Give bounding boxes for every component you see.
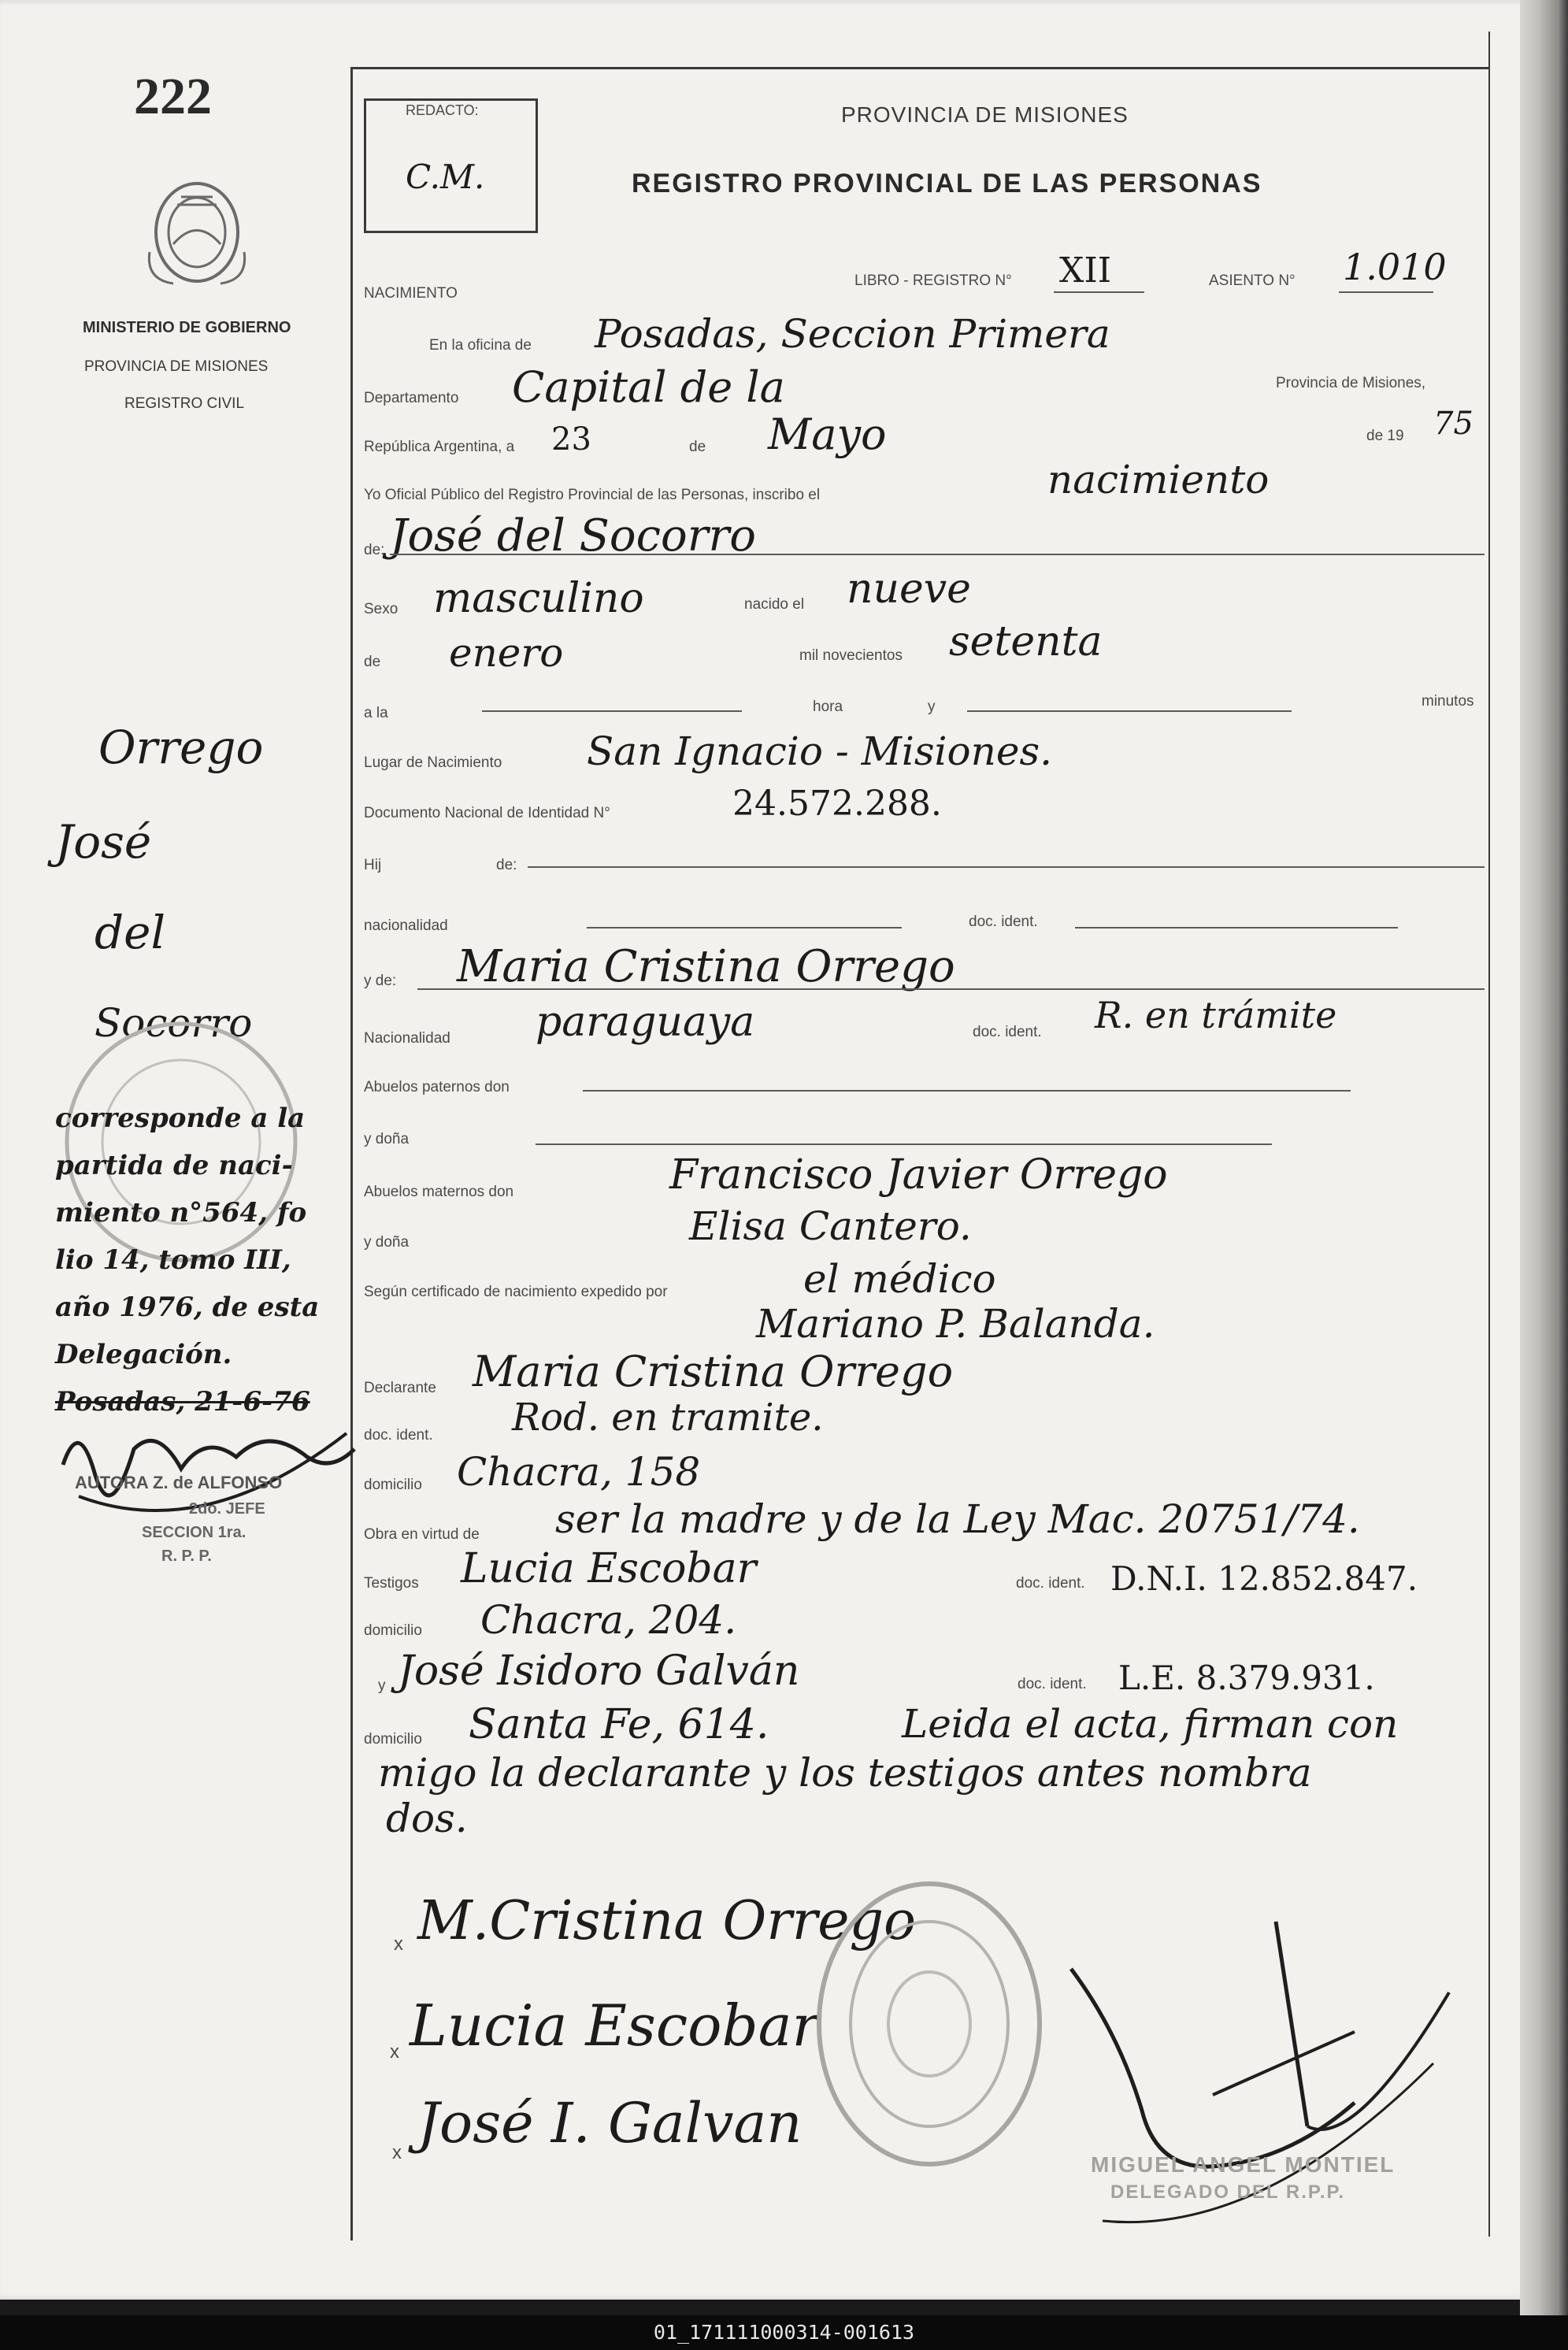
official-round-stamp	[811, 1874, 1047, 2174]
obra-label: Obra en virtud de	[364, 1526, 480, 1543]
certificado-2-value: Mariano P. Balanda.	[756, 1301, 1155, 1347]
lugar-value: San Ignacio - Misiones.	[587, 728, 1052, 774]
minutos-label: minutos	[1422, 693, 1474, 710]
lugar-label: Lugar de Nacimiento	[364, 754, 502, 771]
margin-note-line: lio 14, tomo III,	[55, 1244, 291, 1276]
domicilio3-label: domicilio	[364, 1731, 422, 1748]
docident1-label: doc. ident.	[969, 914, 1038, 930]
asiento-label: ASIENTO N°	[1209, 272, 1296, 289]
de-label: de	[689, 439, 706, 455]
testigo1-doc-value: D.N.I. 12.852.847.	[1110, 1559, 1418, 1598]
declarante-domicilio-value: Chacra, 158	[457, 1449, 701, 1495]
libro-line	[1054, 291, 1144, 293]
signature-marker: x	[390, 2041, 399, 2063]
anio-value: 75	[1433, 406, 1473, 442]
madre-doc-value: R. en trámite	[1095, 994, 1337, 1036]
official-stamp-title: DELEGADO DEL R.P.P.	[1110, 2181, 1346, 2203]
madre-label: y de:	[364, 973, 397, 989]
madre-nacionalidad-value: paraguaya	[536, 999, 755, 1046]
declarante-label: Declarante	[364, 1380, 436, 1396]
margin-stamp-line: SECCION 1ra.	[142, 1524, 247, 1541]
docident2-label: doc. ident.	[973, 1024, 1042, 1040]
sexo-label: Sexo	[364, 601, 398, 617]
margin-stamp-line: 2do. JEFE	[189, 1500, 265, 1518]
margin-note-block	[55, 1095, 358, 1425]
margin-name2: del	[95, 906, 166, 959]
abuelos-mat-label: Abuelos maternos don	[364, 1184, 514, 1200]
hora-label: hora	[813, 699, 843, 715]
signature-marker: x	[392, 2142, 402, 2163]
nombre-value: José del Socorro	[390, 510, 756, 562]
madre-line	[417, 988, 1485, 990]
lectura-2-value: migo la declarante y los testigos antes nombra	[378, 1750, 1312, 1796]
scan-footer-id: 01_171111000314-001613	[0, 2315, 1568, 2350]
novecientos-label: mil novecientos	[799, 647, 903, 664]
certificado-label: Según certificado de nacimiento expedido por	[364, 1284, 668, 1300]
margin-note-line: año 1976, de esta	[55, 1292, 320, 1323]
record-type: NACIMIENTO	[364, 285, 458, 302]
hijo-label: Hij	[364, 857, 382, 873]
lectura-1-value: Leida el acta, firman con	[902, 1701, 1399, 1747]
departamento-label: Departamento	[364, 390, 459, 406]
official-stamp-name: MIGUEL ANGEL MONTIEL	[1091, 2152, 1396, 2177]
redacto-label: REDACTO:	[406, 102, 479, 118]
madre-value: Maria Cristina Orrego	[457, 941, 955, 992]
margin-stamp-line: R. P. P.	[161, 1548, 212, 1565]
testigo2-domicilio-value: Santa Fe, 614.	[469, 1701, 769, 1748]
asiento-value: 1.010	[1343, 246, 1447, 288]
redacto-value: C.M.	[406, 158, 485, 196]
testigo1-value: Lucia Escobar	[461, 1545, 757, 1592]
nacionalidad2-label: Nacionalidad	[364, 1030, 450, 1047]
signature-3: José I. Galvan	[417, 2091, 803, 2155]
nacionalidad1-line	[587, 927, 902, 929]
abuela-materna-value: Elisa Cantero.	[689, 1203, 972, 1249]
anio-label: de 19	[1366, 428, 1404, 444]
folio-number: 222	[134, 68, 212, 125]
acto-value: nacimiento	[1047, 457, 1270, 502]
nacido-anio-value: setenta	[949, 618, 1103, 665]
hijo-de-label: de:	[496, 857, 517, 873]
signature-1: M.Cristina Orrego	[417, 1890, 916, 1952]
nacionalidad1-label: nacionalidad	[364, 917, 448, 934]
book-spine	[1520, 0, 1568, 2315]
testigos-label: Testigos	[364, 1575, 419, 1592]
ala-label: a la	[364, 705, 388, 721]
margin-note-line: miento n°564, fo	[55, 1197, 307, 1229]
minutos-line	[967, 710, 1292, 712]
y-label: y	[928, 699, 936, 715]
nacido-label: nacido el	[744, 596, 805, 613]
asiento-line	[1339, 291, 1433, 293]
domicilio1-label: domicilio	[364, 1477, 422, 1493]
province-label-left: PROVINCIA DE MISIONES	[84, 358, 269, 375]
de3-label: de	[364, 654, 381, 670]
margin-note-line: Posadas, 21-6-76	[55, 1386, 310, 1418]
margin-note-line: partida de naci-	[55, 1150, 293, 1181]
signature-marker: x	[394, 1933, 403, 1955]
abuelo-materno-value: Francisco Javier Orrego	[669, 1151, 1168, 1199]
republica-label: República Argentina, a	[364, 439, 515, 455]
y2-label: y	[378, 1677, 386, 1694]
provincia-label: Provincia de Misiones,	[1276, 375, 1426, 391]
dia-value: 23	[551, 421, 591, 458]
hijo-line	[528, 866, 1485, 868]
margin-name1: José	[55, 815, 152, 869]
margin-surname: Orrego	[98, 721, 264, 774]
ydona2-label: y doña	[364, 1234, 410, 1251]
obra-value: ser la madre y de la Ley Mac. 20751/74.	[555, 1496, 1360, 1542]
oficina-value: Posadas, Seccion Primera	[595, 311, 1110, 357]
nacido-dia-value: nueve	[847, 565, 971, 613]
departamento-value: Capital de la	[512, 362, 785, 412]
margin-name3: Socorro	[95, 1000, 253, 1046]
signature-2: Lucia Escobar	[410, 1992, 819, 2059]
declarante-value: Maria Cristina Orrego	[473, 1347, 954, 1396]
header-title: REGISTRO PROVINCIAL DE LAS PERSONAS	[632, 169, 1262, 198]
nombre-label: de:	[364, 542, 385, 558]
ydona1-label: y doña	[364, 1131, 410, 1147]
lectura-3-value: dos.	[386, 1796, 468, 1841]
ministry-label: MINISTERIO DE GOBIERNO	[83, 319, 291, 336]
ydona1-line	[536, 1143, 1272, 1145]
declarante-doc-value: Rod. en tramite.	[512, 1396, 824, 1440]
testigo2-doc-value: L.E. 8.379.931.	[1118, 1659, 1375, 1697]
libro-value: XII	[1059, 250, 1112, 291]
abuelos-pat-label: Abuelos paternos don	[364, 1079, 510, 1095]
mes-value: Mayo	[768, 410, 887, 459]
margin-stamp-line: AUTORA Z. de ALFONSO	[75, 1473, 283, 1492]
sexo-value: masculino	[433, 575, 644, 622]
margin-note-line: corresponde a la	[55, 1103, 306, 1134]
registry-label-left: REGISTRO CIVIL	[124, 395, 245, 412]
abuelos-pat-line	[583, 1090, 1351, 1092]
margin-note-line: Delegación.	[55, 1339, 232, 1370]
header-province: PROVINCIA DE MISIONES	[841, 102, 1129, 127]
hora-line	[482, 710, 742, 712]
docident1-line	[1075, 927, 1398, 929]
oficial-label: Yo Oficial Público del Registro Provincial de las Personas, inscribo el	[364, 487, 821, 503]
top-border-line	[350, 67, 1488, 69]
coat-of-arms-emblem	[142, 173, 252, 291]
dni-value: 24.572.288.	[732, 784, 942, 824]
nacido-mes-value: enero	[449, 630, 564, 676]
dni-label: Documento Nacional de Identidad N°	[364, 805, 610, 821]
nombre-line	[390, 554, 1485, 555]
testigo2-value: José Isidoro Galván	[398, 1648, 800, 1695]
docident3-label: doc. ident.	[364, 1427, 433, 1444]
certificado-1-value: el médico	[803, 1256, 996, 1302]
domicilio2-label: domicilio	[364, 1622, 422, 1639]
testigo1-domicilio-value: Chacra, 204.	[480, 1597, 737, 1643]
libro-label: LIBRO - REGISTRO N°	[854, 272, 1012, 289]
right-border-line	[1488, 32, 1490, 2237]
docident5-label: doc. ident.	[1018, 1676, 1087, 1692]
docident4-label: doc. ident.	[1016, 1575, 1085, 1592]
oficina-label: En la oficina de	[429, 337, 532, 354]
